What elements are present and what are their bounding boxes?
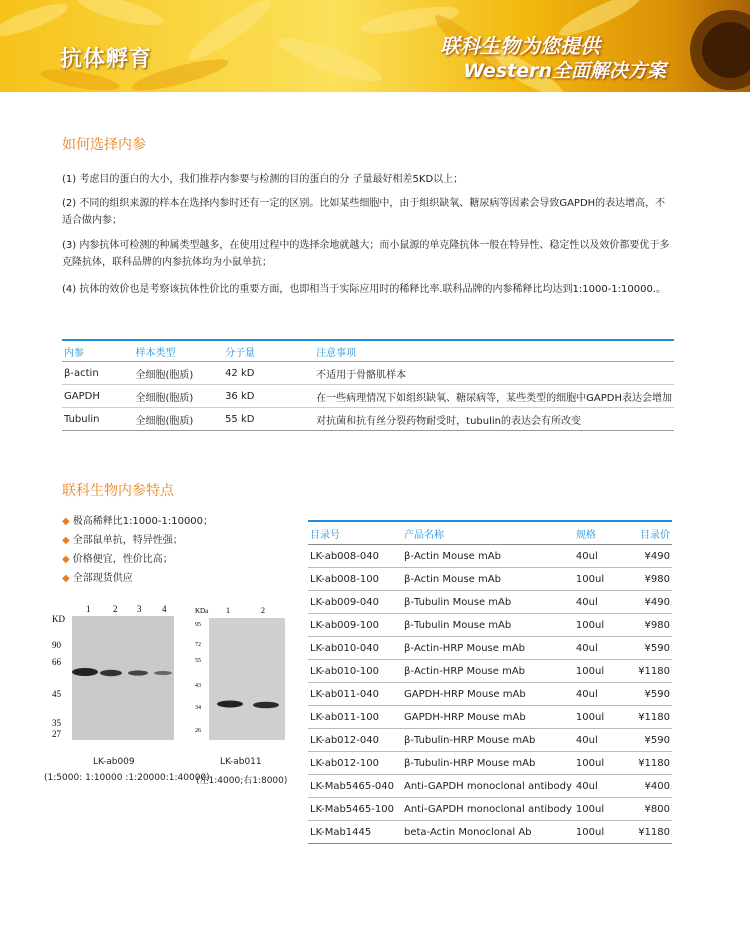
- cell: 36 kD: [223, 385, 314, 408]
- cell: ¥590: [631, 683, 672, 706]
- cell: GAPDH: [62, 385, 134, 408]
- cell: ¥980: [631, 568, 672, 591]
- cell: 对抗菌和抗有丝分裂药物耐受时，tubulin的表达会有所改变: [314, 408, 674, 431]
- cell: 在一些病理情况下如组织缺氧、糖尿病等，某些类型的细胞中GAPDH表达会增加: [314, 385, 674, 408]
- cell: β-Actin Mouse mAb: [402, 545, 574, 568]
- blot-caption-1: LK-ab009: [93, 757, 135, 767]
- table-row: [308, 683, 672, 706]
- cell: 全细胞(胞质): [134, 408, 224, 431]
- paragraph-3: (3) 内参抗体可检测的种属类型越多，在使用过程中的选择余地就越大；而小鼠源的单克隆抗体一般在特异性、稳定性以及效价都要优于多克隆抗体，联科品牌的内参抗体均为小鼠单抗；: [62, 240, 670, 268]
- blot-band: [100, 670, 122, 676]
- header-product-name: 产品名称: [402, 521, 574, 545]
- cell: 全细胞(胞质): [134, 362, 224, 385]
- cell: ¥1180: [631, 706, 672, 729]
- marker-label: 26: [195, 728, 201, 734]
- cell: LK-Mab1445: [308, 821, 402, 844]
- cell: ¥490: [631, 591, 672, 614]
- cell: 40ul: [574, 775, 631, 798]
- cell: Tubulin: [62, 408, 134, 431]
- table-row: [308, 706, 672, 729]
- cell: 全细胞(胞质): [134, 385, 224, 408]
- table-row: [308, 729, 672, 752]
- table-row: [308, 821, 672, 844]
- banner-slogan-line2: Western全面解决方案: [463, 60, 666, 82]
- cell: 100ul: [574, 568, 631, 591]
- cell: LK-ab010-040: [308, 637, 402, 660]
- cell: β-Actin Mouse mAb: [402, 568, 574, 591]
- paragraph-4: (4) 抗体的效价也是考察该抗体性价比的重要方面，也即相当于实际应用时的稀释比率.联科品牌的内参稀释比均达到1:1000-1:10000.。: [62, 284, 667, 295]
- list-item: ◆ 全部鼠单抗，特异性强；: [62, 535, 183, 546]
- cell: beta-Actin Monoclonal Ab: [402, 821, 574, 844]
- cell: β-Tubulin Mouse mAb: [402, 591, 574, 614]
- header-notes: 注意事项: [314, 340, 674, 362]
- diamond-bullet-icon: ◆: [62, 535, 70, 546]
- cell: ¥1180: [631, 752, 672, 775]
- table-row: [308, 752, 672, 775]
- cell: 42 kD: [223, 362, 314, 385]
- western-blot-image-2: [193, 602, 293, 742]
- marker-label: 72: [195, 642, 201, 648]
- cell: LK-ab008-040: [308, 545, 402, 568]
- header-price: 目录价: [631, 521, 672, 545]
- marker-label: 34: [195, 705, 201, 711]
- cell: LK-ab011-100: [308, 706, 402, 729]
- table-row: [308, 637, 672, 660]
- marker-label: 66: [52, 657, 61, 667]
- cell: LK-ab009-040: [308, 591, 402, 614]
- banner-slogan-line1: 联科生物为您提供: [440, 34, 600, 58]
- cell: ¥590: [631, 637, 672, 660]
- diamond-bullet-icon: ◆: [62, 573, 70, 584]
- banner-title: 抗体孵育: [60, 47, 153, 72]
- lane-label: 3: [137, 604, 142, 614]
- western-blot-image-1: [48, 600, 188, 745]
- cell: 40ul: [574, 683, 631, 706]
- lane-label: 2: [113, 604, 118, 614]
- cell: 100ul: [574, 798, 631, 821]
- cell: 40ul: [574, 545, 631, 568]
- paragraph-1: (1) 考虑目的蛋白的大小，我们推荐内参要与检测的目的蛋白的分 子量最好相差5KD以上；: [62, 174, 464, 185]
- cell: LK-ab012-100: [308, 752, 402, 775]
- cell: 100ul: [574, 821, 631, 844]
- cell: 55 kD: [223, 408, 314, 431]
- blot-band: [217, 701, 243, 708]
- kda-label: KDa: [195, 607, 209, 615]
- table-row: [308, 775, 672, 798]
- marker-label: 55: [195, 658, 201, 664]
- cell: 100ul: [574, 614, 631, 637]
- header-sample-type: 样本类型: [134, 340, 224, 362]
- cell: β-actin: [62, 362, 134, 385]
- cell: ¥980: [631, 614, 672, 637]
- blot-band: [253, 702, 279, 709]
- table-row: [62, 385, 674, 408]
- header-control: 内参: [62, 340, 134, 362]
- header-size: 规格: [574, 521, 631, 545]
- table-row: [308, 660, 672, 683]
- paragraph-2: (2) 不同的组织来源的样本在选择内参时还有一定的区别。比如某些细胞中，由于组织缺氧、糖尿病等因素会导致GAPDH的表达增高，不适合做内参；: [62, 198, 666, 226]
- lane-label: 1: [86, 604, 91, 614]
- cell: LK-ab010-100: [308, 660, 402, 683]
- cell: GAPDH-HRP Mouse mAb: [402, 683, 574, 706]
- header-catalog-no: 目录号: [308, 521, 402, 545]
- diamond-bullet-icon: ◆: [62, 554, 70, 565]
- cell: Anti-GAPDH monoclonal antibody: [402, 775, 574, 798]
- cell: ¥1180: [631, 821, 672, 844]
- kd-label: KD: [52, 614, 65, 624]
- cell: GAPDH-HRP Mouse mAb: [402, 706, 574, 729]
- table-row: [308, 798, 672, 821]
- blot-caption-2: LK-ab011: [220, 757, 262, 767]
- marker-label: 95: [195, 622, 201, 628]
- table-row: [308, 614, 672, 637]
- cell: LK-ab009-100: [308, 614, 402, 637]
- table-row: [308, 568, 672, 591]
- marker-label: 35: [52, 718, 61, 728]
- cell: 40ul: [574, 591, 631, 614]
- marker-label: 45: [52, 689, 61, 699]
- blot-band: [128, 670, 148, 675]
- cell: 100ul: [574, 706, 631, 729]
- header-banner: [0, 0, 750, 92]
- table-row: [62, 362, 674, 385]
- cell: LK-ab012-040: [308, 729, 402, 752]
- cell: ¥1180: [631, 660, 672, 683]
- marker-label: 90: [52, 640, 61, 650]
- control-comparison-table: [62, 339, 674, 431]
- cell: 40ul: [574, 729, 631, 752]
- table-header-row: [62, 340, 674, 362]
- cell: LK-ab011-040: [308, 683, 402, 706]
- cell: ¥590: [631, 729, 672, 752]
- cell: β-Tubulin-HRP Mouse mAb: [402, 729, 574, 752]
- cell: 不适用于骨骼肌样本: [314, 362, 674, 385]
- cell: Anti-GAPDH monoclonal antibody: [402, 798, 574, 821]
- section-title-select-control: 如何选择内参: [62, 137, 146, 153]
- cell: LK-Mab5465-100: [308, 798, 402, 821]
- lane-label: 4: [162, 604, 167, 614]
- blot-band: [154, 671, 172, 675]
- cell: ¥400: [631, 775, 672, 798]
- list-item: ◆ 全部现货供应: [62, 573, 133, 584]
- table-row: [308, 591, 672, 614]
- blot-caption-2-dilutions: (左1:4000;右1:8000): [196, 776, 288, 786]
- cell: 100ul: [574, 660, 631, 683]
- cell: ¥800: [631, 798, 672, 821]
- product-price-table: [308, 520, 672, 844]
- table-row: [62, 408, 674, 431]
- diamond-bullet-icon: ◆: [62, 516, 70, 527]
- feature-list: [62, 512, 213, 588]
- cell: β-Tubulin-HRP Mouse mAb: [402, 752, 574, 775]
- marker-label: 43: [195, 683, 201, 689]
- cell: 40ul: [574, 637, 631, 660]
- cell: β-Actin-HRP Mouse mAb: [402, 660, 574, 683]
- lane-label: 2: [261, 606, 265, 615]
- cell: LK-ab008-100: [308, 568, 402, 591]
- cell: β-Tubulin Mouse mAb: [402, 614, 574, 637]
- cell: β-Actin-HRP Mouse mAb: [402, 637, 574, 660]
- table-row: [308, 545, 672, 568]
- header-mw: 分子量: [223, 340, 314, 362]
- list-item: ◆ 价格便宜，性价比高；: [62, 554, 173, 565]
- cell: 100ul: [574, 752, 631, 775]
- section-title-features: 联科生物内参特点: [62, 483, 174, 499]
- table-header-row: [308, 521, 672, 545]
- cell: ¥490: [631, 545, 672, 568]
- blot-caption-1-dilutions: (1:5000: 1:10000 :1:20000:1:40000): [44, 773, 210, 783]
- cell: LK-Mab5465-040: [308, 775, 402, 798]
- blot-band: [72, 668, 98, 676]
- marker-label: 27: [52, 729, 61, 739]
- list-item: ◆ 极高稀释比1:1000-1:10000；: [62, 516, 214, 527]
- lane-label: 1: [226, 606, 230, 615]
